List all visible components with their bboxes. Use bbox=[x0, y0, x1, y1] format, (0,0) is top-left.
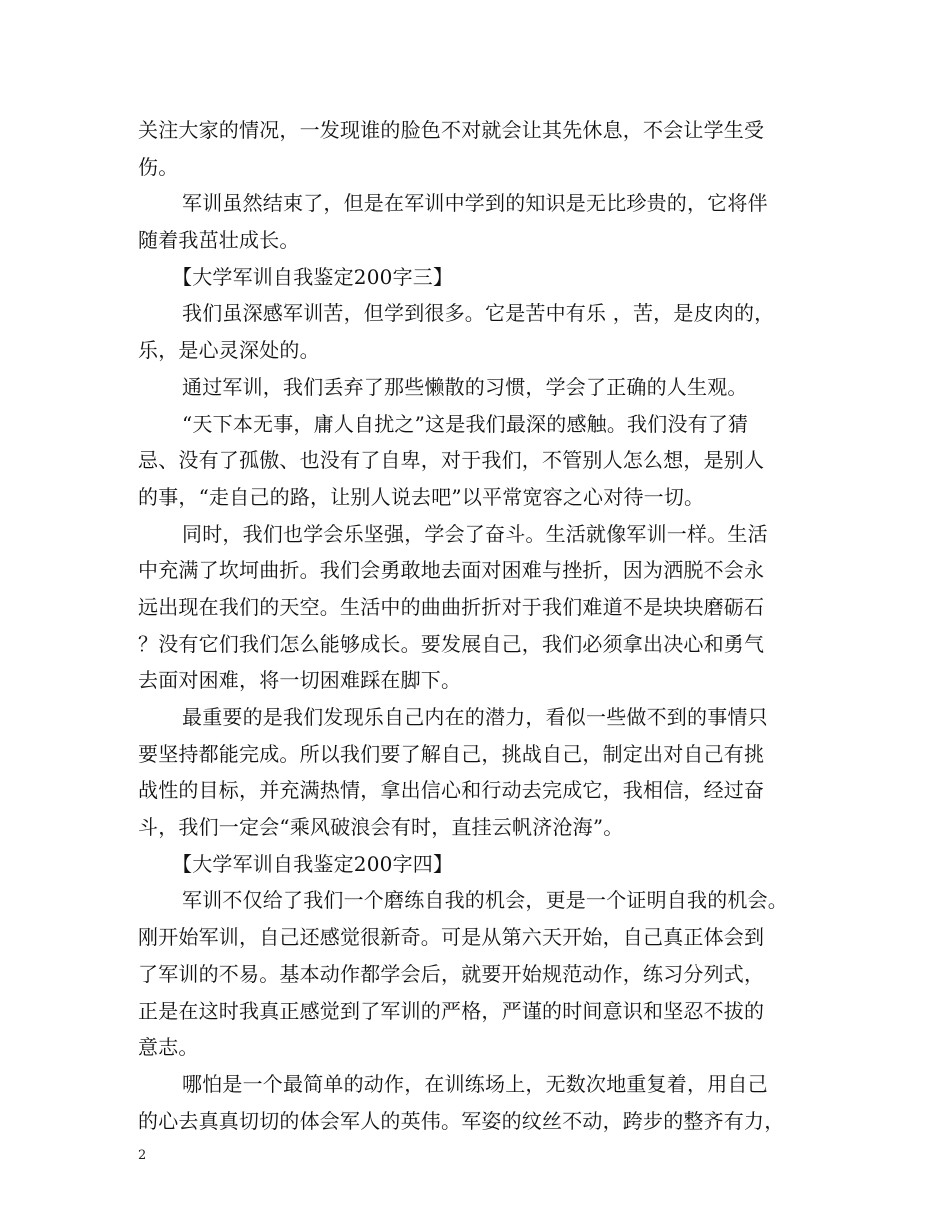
text-line: 乐，是心灵深处的。 bbox=[138, 338, 320, 363]
text-line: 我们虽深感军训苦，但学到很多。它是苦中有乐 ，苦，是皮肉的， bbox=[182, 301, 775, 326]
text-line: 中充满了坎坷曲折。我们会勇敢地去面对困难与挫折，因为洒脱不会永 bbox=[138, 558, 765, 583]
text-line: 正是在这时我真正感觉到了军训的严格，严谨的时间意识和坚忍不拔的 bbox=[138, 998, 765, 1023]
text-line: 通过军训，我们丢弃了那些懒散的习惯，学会了正确的人生观。 bbox=[182, 374, 748, 399]
text-line: 斗，我们一定会“乘风破浪会有时，直挂云帆济沧海”。 bbox=[138, 815, 624, 840]
text-line: 伤。 bbox=[138, 154, 179, 179]
document-body bbox=[138, 112, 828, 1139]
text-line: 军训虽然结束了，但是在军训中学到的知识是无比珍贵的，它将伴 bbox=[182, 191, 768, 216]
text-line: 的心去真真切切的体会军人的英伟。军姿的纹丝不动，跨步的整齐有力， bbox=[138, 1108, 785, 1133]
text-line: 要坚持都能完成。所以我们要了解自己，挑战自己，制定出对自己有挑 bbox=[138, 741, 765, 766]
text-line: 战性的目标，并充满热情，拿出信心和行动去完成它，我相信，经过奋 bbox=[138, 778, 765, 803]
text-line: 关注大家的情况，一发现谁的脸色不对就会让其先休息，不会让学生受 bbox=[138, 118, 765, 142]
text-line: 军训不仅给了我们一个磨练自我的机会，更是一个证明自我的机会。 bbox=[182, 888, 788, 913]
section-heading: 【大学军训自我鉴定200字四】 bbox=[172, 851, 454, 876]
text-line: 忌、没有了孤傲、也没有了自卑，对于我们，不管别人怎么想，是别人 bbox=[138, 448, 765, 473]
text-line: 远出现在我们的天空。生活中的曲曲折折对于我们难道不是块块磨砺石 bbox=[138, 594, 765, 619]
text-line: 随着我茁壮成长。 bbox=[138, 228, 300, 253]
text-line: 意志。 bbox=[138, 1035, 199, 1060]
text-line: 了军训的不易。基本动作都学会后，就要开始规范动作，练习分列式， bbox=[138, 961, 765, 986]
text-line: 同时，我们也学会乐坚强，学会了奋斗。生活就像军训一样。生活 bbox=[182, 521, 768, 546]
text-line: 刚开始军训，自己还感觉很新奇。可是从第六天开始，自己真正体会到 bbox=[138, 925, 765, 950]
text-line: 哪怕是一个最简单的动作，在训练场上，无数次地重复着，用自己 bbox=[182, 1071, 768, 1096]
page-number: 2 bbox=[138, 1148, 147, 1163]
text-line: 的事，“走自己的路，让别人说去吧”以平常宽容之心对待一切。 bbox=[138, 484, 705, 509]
text-line: ？没有它们我们怎么能够成长。要发展自己，我们必须拿出决心和勇气 bbox=[138, 631, 765, 656]
text-line: 最重要的是我们发现乐自己内在的潜力，看似一些做不到的事情只 bbox=[182, 705, 768, 729]
text-line: 去面对困难，将一切困难踩在脚下。 bbox=[138, 668, 462, 693]
section-heading: 【大学军训自我鉴定200字三】 bbox=[172, 264, 454, 289]
text-line: “天下本无事，庸人自扰之”这是我们最深的感触。我们没有了猜 bbox=[182, 411, 749, 436]
